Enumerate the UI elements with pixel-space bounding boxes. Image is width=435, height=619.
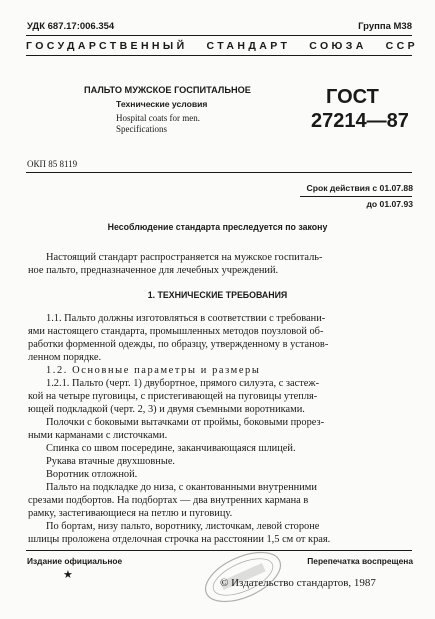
clause-line: Пальто на подкладке до низа, с окантованными внутренними [46, 482, 317, 493]
intro-line: Настоящий стандарт распространяется на мужское госпиталь- [46, 252, 323, 263]
intro-line: ное пальто, предназначенное для лечебных учреждений. [28, 265, 279, 276]
clause-line: Полочки с боковыми вытачками от проймы, боковыми прорез- [46, 417, 325, 428]
clause-line: По бортам, низу пальто, воротнику, листочкам, левой стороне [46, 521, 320, 532]
header-rule-bottom [26, 55, 412, 56]
title-rule [26, 172, 412, 173]
udk-code: УДК 687.17:006.354 [27, 21, 115, 32]
law-notice: Несоблюдение стандарта преследуется по закону [107, 222, 328, 232]
clause-line: кой на четыре пуговицы, с пристегивающей на пуговицы утепля- [28, 391, 318, 402]
clause-line: ющей подкладкой (черт. 2, 3) и двумя съемными воротниками. [28, 404, 305, 415]
english-subtitle: Specifications [116, 124, 167, 134]
clause-line: 1.2.1. Пальто (черт. 1) двубортное, прямого силуэта, с застеж- [46, 378, 320, 389]
back-paragraph [28, 442, 414, 455]
english-title: Hospital coats for men. [116, 113, 200, 123]
okp-code: ОКП 85 8119 [27, 159, 78, 169]
clause-line: работки форменной одежды, по образцу, утвержденному в установ- [28, 339, 329, 350]
validity-from: Срок действия с 01.07.88 [306, 183, 413, 193]
gost-number: 27214—87 [311, 110, 409, 132]
publisher-copyright: © Издательство стандартов, 1987 [220, 577, 376, 589]
clause-line: 1.2. Основные параметры и размеры [46, 365, 261, 376]
section-heading: 1. ТЕХНИЧЕСКИЕ ТРЕБОВАНИЯ [147, 290, 288, 300]
clause-1-1 [28, 312, 414, 364]
document-subtitle: Технические условия [116, 99, 208, 109]
clause-line: Рукава втачные двухшовные. [46, 456, 176, 467]
clause-line: рамку, застегивающиеся на петлю и пуговицу. [28, 508, 233, 519]
intro-paragraph [28, 251, 414, 277]
pockets-paragraph [28, 416, 414, 442]
official-edition: Издание официальное [27, 556, 123, 566]
gost-label: ГОСТ [326, 86, 379, 108]
group-code: Группа М38 [358, 21, 412, 32]
reprint-prohibited: Перепечатка воспрещена [307, 556, 413, 566]
validity-rule [300, 196, 412, 197]
clause-line: срезами подбортов. На подбортах — два внутренних кармана в [28, 495, 309, 506]
collar-paragraph [28, 468, 414, 481]
clause-1-2 [28, 364, 414, 377]
lining-paragraph [28, 481, 414, 520]
clause-line: шлицы проложена отделочная строчка на расстоянии 1,5 см от края. [28, 534, 331, 545]
star-icon: ★ [63, 569, 73, 581]
validity-to: до 01.07.93 [366, 199, 413, 209]
stitch-paragraph [28, 520, 414, 546]
header-rule-top [26, 35, 412, 36]
clause-line: ями настоящего стандарта, промышленных методов поузловой об- [28, 326, 324, 337]
state-standard-banner: ГОСУДАРСТВЕННЫЙ СТАНДАРТ СОЮЗА ССР [26, 40, 419, 52]
clause-line: Воротник отложной. [46, 469, 138, 480]
clause-line: 1.1. Пальто должны изготовляться в соответствии с требовани- [46, 313, 326, 324]
clause-line: ленном порядке. [28, 352, 102, 363]
clause-1-2-1 [28, 377, 414, 416]
clause-line: ными карманами с листочками. [28, 430, 168, 441]
clause-line: Спинка со швом посередине, заканчивающаяся шлицей. [46, 443, 296, 454]
sleeves-paragraph [28, 455, 414, 468]
document-title: ПАЛЬТО МУЖСКОЕ ГОСПИТАЛЬНОЕ [84, 85, 251, 95]
